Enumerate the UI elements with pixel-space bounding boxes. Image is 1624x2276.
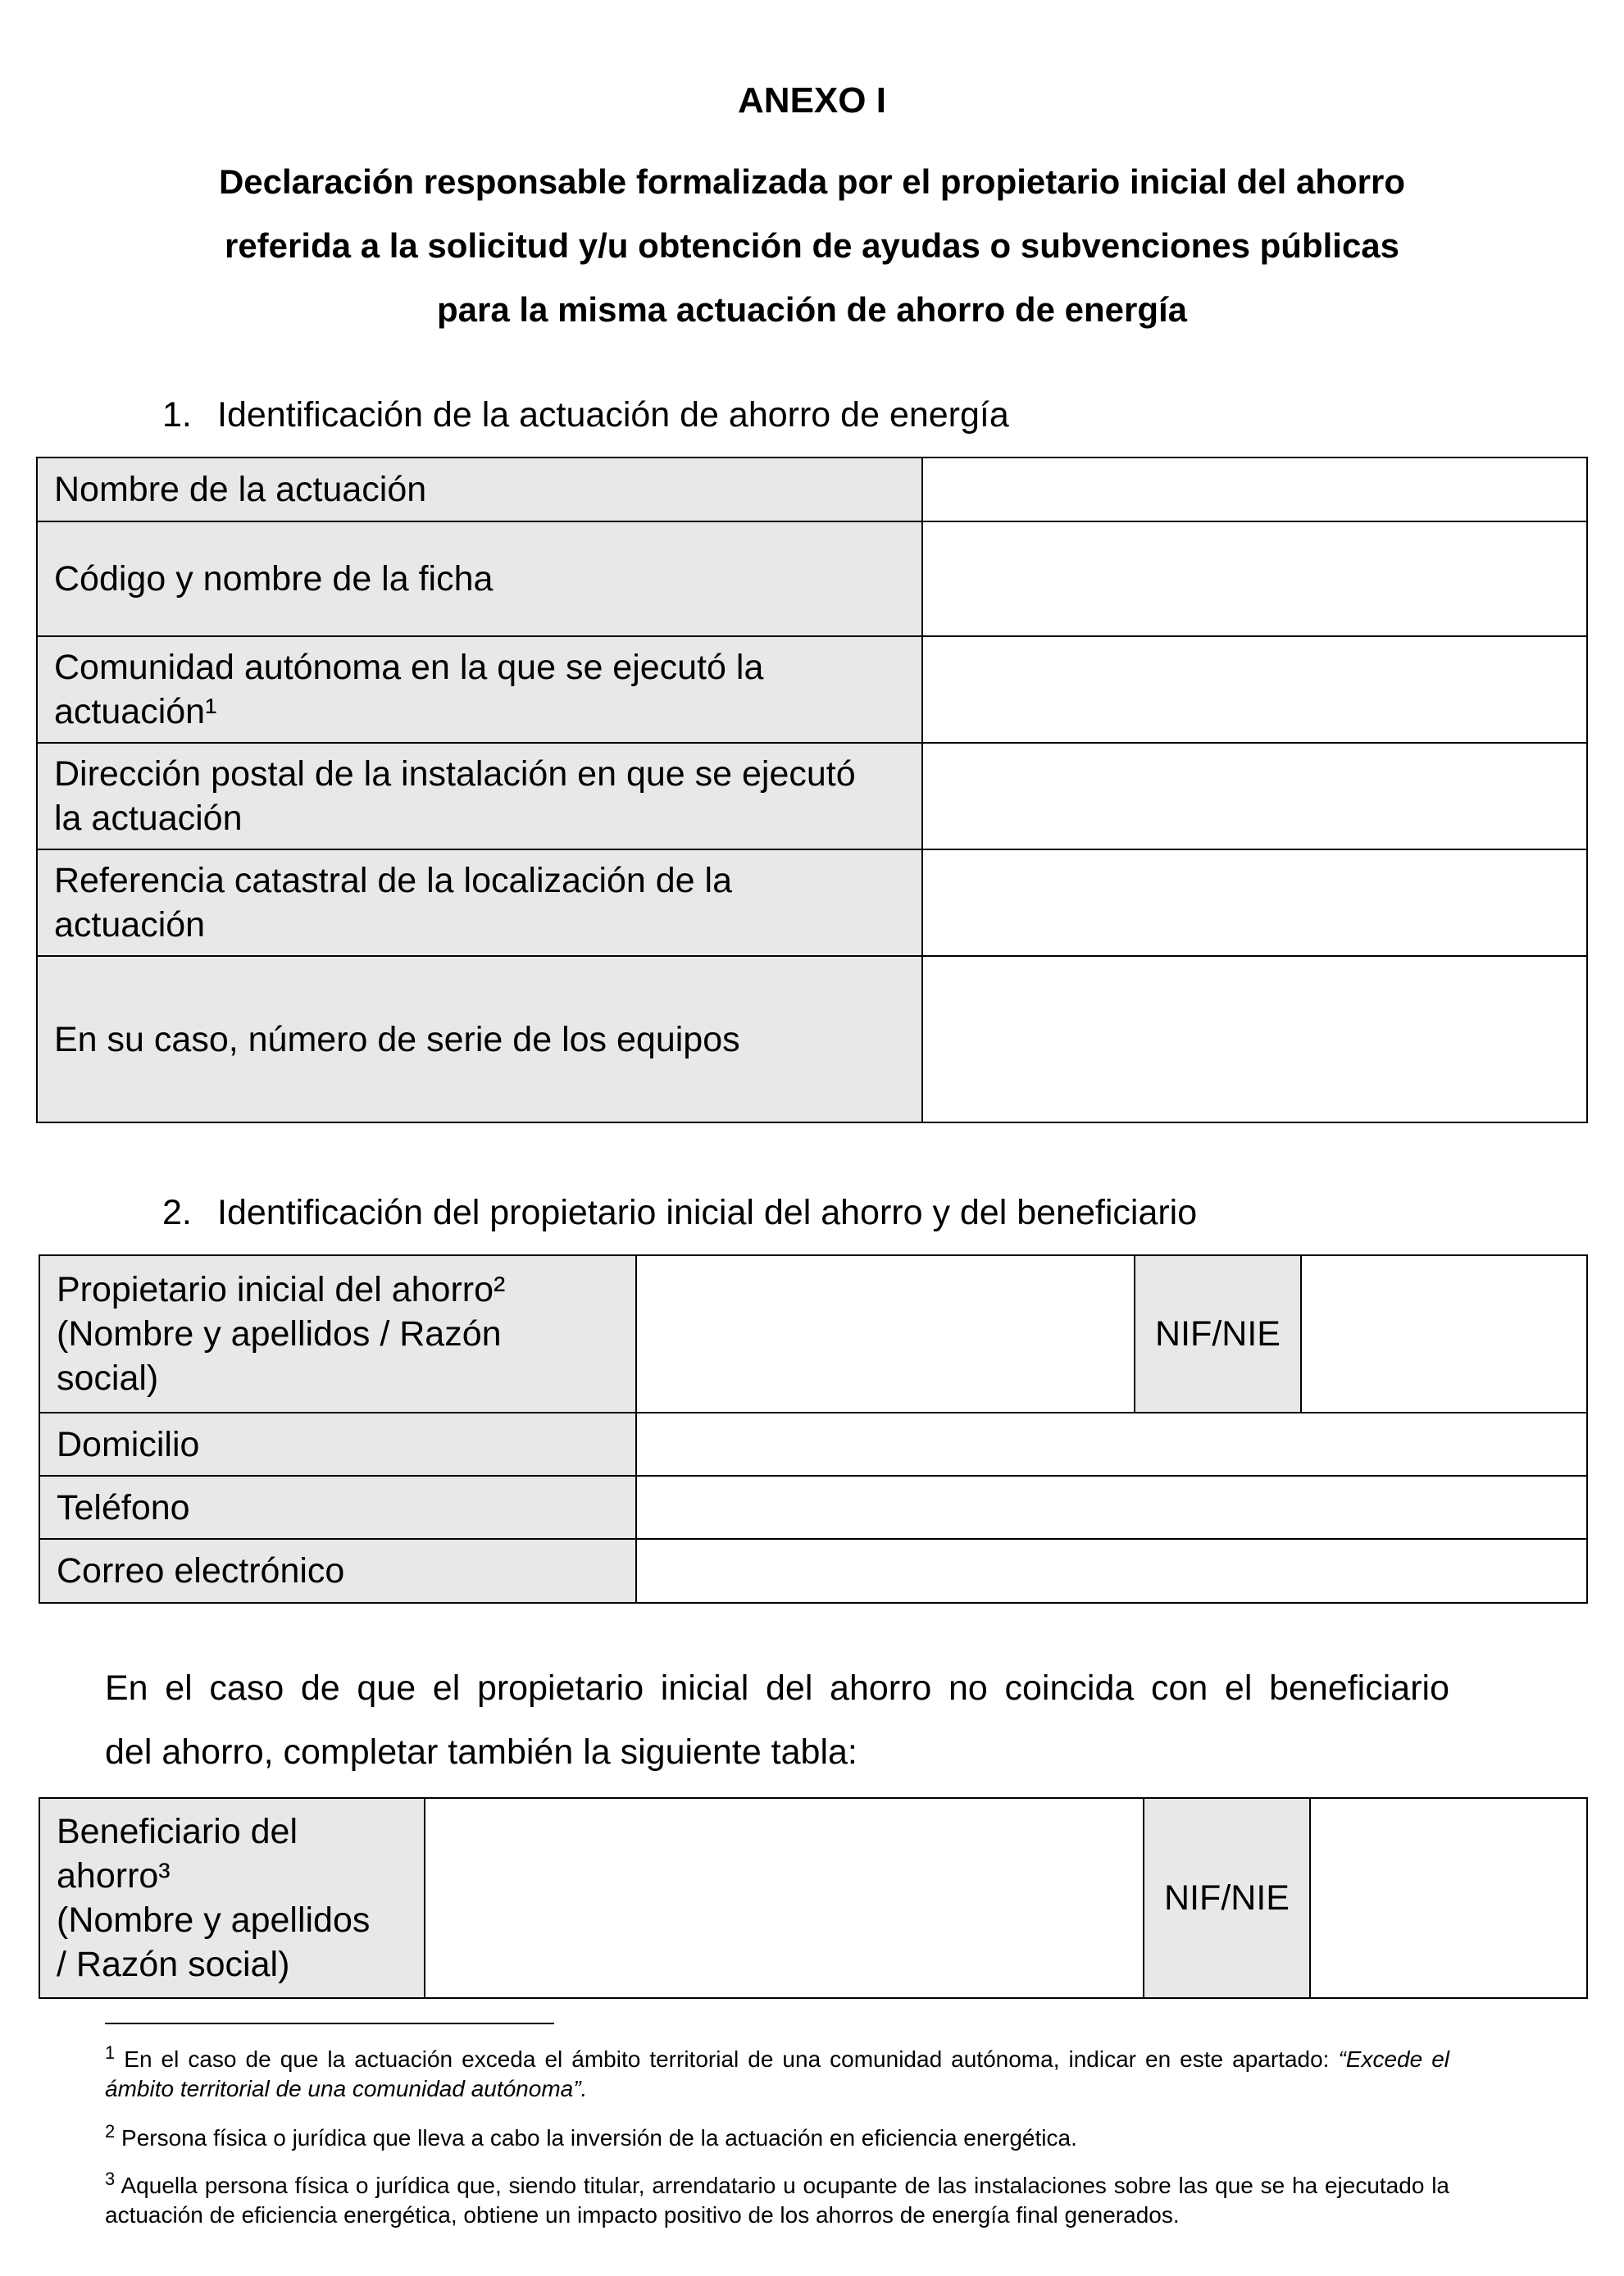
row-label-telefono: Teléfono [39,1476,636,1539]
label-line: ahorro³ [57,1856,171,1896]
label-line: Referencia catastral de la localización de la [54,861,733,900]
label-line: actuación¹ [54,692,217,731]
table-row [39,1255,1587,1413]
label-line: Propietario inicial del ahorro² [57,1270,506,1309]
footnote-text: Persona física o jurídica que lleva a cabo la inversión de la actuación en eficiencia energética. [115,2125,1077,2151]
nombre-actuacion-field[interactable] [922,457,1587,521]
row-label-correo: Correo electrónico [39,1539,636,1603]
subtitle-line-1: Declaración responsable formalizada por el propietario inicial del ahorro [218,162,1406,201]
codigo-ficha-field[interactable] [922,521,1587,636]
table-row [37,636,1587,743]
nif-nie-label: NIF/NIE [1135,1255,1301,1413]
table-row [39,1798,1587,1998]
section1-title: Identificación de la actuación de ahorro de energía [217,395,1009,435]
beneficiary-table [39,1797,1588,1999]
direccion-postal-field[interactable] [922,743,1587,849]
propietario-nif-field[interactable] [1301,1255,1587,1413]
footnote-2 [105,2121,1449,2153]
referencia-catastral-field[interactable] [922,849,1587,956]
owner-table [39,1254,1588,1604]
table-row [37,956,1587,1122]
footnote-text: En el caso de que la actuación exceda el ámbito territorial de una comunidad autónoma, indicar en este apartado: [115,2046,1339,2072]
propietario-name-field[interactable] [636,1255,1135,1413]
footnote-mark: 2 [105,2121,116,2142]
instruction-line-1: En el caso de que el propietario inicial del ahorro no coincida con el beneficiario [105,1668,1449,1708]
row-label-nombre-actuacion: Nombre de la actuación [37,457,922,521]
correo-field[interactable] [636,1539,1587,1603]
telefono-field[interactable] [636,1476,1587,1539]
subtitle-line-2: referida a la solicitud y/u obtención de ayudas o subvenciones públicas [224,226,1400,265]
label-line: Dirección postal de la instalación en que se ejecutó [54,754,856,794]
footnote-text: Aquella persona física o jurídica que, siendo titular, arrendatario u ocupante de las instalaciones sobre las que se ha ejecutado la actuación de eficiencia energética, obtiene un impacto positivo de los ahorros de energía final generados. [105,2173,1449,2228]
table-row [39,1539,1587,1603]
label-line: (Nombre y apellidos / Razón [57,1314,502,1354]
footnote-italic: “Excede el ámbito territorial de una comunidad autónoma”. [105,2046,1450,2101]
label-line: Beneficiario del [57,1812,298,1851]
domicilio-field[interactable] [636,1413,1587,1476]
row-label-numero-serie: En su caso, número de serie de los equipos [37,956,922,1122]
table-row [39,1413,1587,1476]
section1-number: 1. [162,395,192,435]
beneficiario-name-field[interactable] [425,1798,1144,1998]
label-line: (Nombre y apellidos [57,1900,371,1940]
row-label-comunidad-autonoma [37,636,922,743]
numero-serie-field[interactable] [922,956,1587,1122]
table-row [37,521,1587,636]
actuation-table [36,457,1588,1123]
footnote-divider [105,2023,554,2024]
page-title: ANEXO I [738,80,886,121]
table-row [37,849,1587,956]
row-label-propietario [39,1255,636,1413]
label-line: la actuación [54,799,243,838]
row-label-codigo-ficha: Código y nombre de la ficha [37,521,922,636]
label-line: Comunidad autónoma en la que se ejecutó la [54,648,764,687]
row-label-referencia-catastral [37,849,922,956]
section2-title: Identificación del propietario inicial del ahorro y del beneficiario [217,1193,1198,1232]
table-row [39,1476,1587,1539]
footnote-mark: 3 [105,2169,116,2189]
subtitle-line-3: para la misma actuación de ahorro de energía [437,290,1187,329]
footnote-1 [105,2042,1450,2104]
row-label-beneficiario [39,1798,425,1998]
instruction-line-2: del ahorro, completar también la siguiente tabla: [105,1732,857,1772]
comunidad-autonoma-field[interactable] [922,636,1587,743]
row-label-domicilio: Domicilio [39,1413,636,1476]
footnote-3 [105,2171,1449,2230]
label-line: actuación [54,905,206,945]
nif-nie-label: NIF/NIE [1144,1798,1310,1998]
beneficiario-nif-field[interactable] [1310,1798,1587,1998]
label-line: / Razón social) [57,1945,290,1984]
section2-number: 2. [162,1193,192,1232]
table-row [37,743,1587,849]
row-label-direccion-postal [37,743,922,849]
table-row [37,457,1587,521]
footnote-mark: 1 [105,2042,116,2063]
label-line: social) [57,1359,159,1398]
